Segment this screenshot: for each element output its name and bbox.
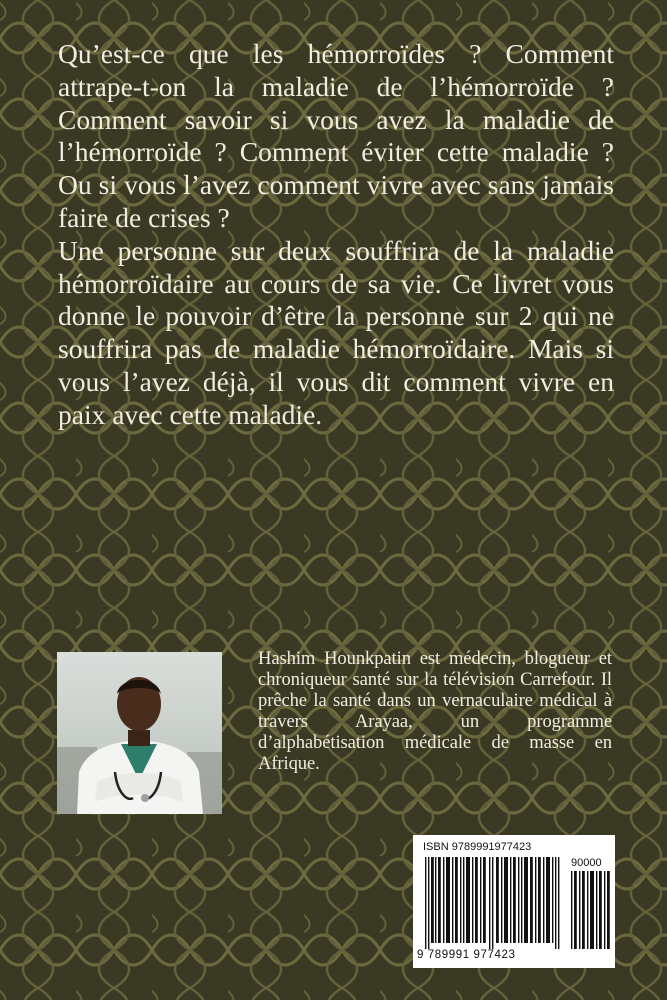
author-bio: Hashim Hounkpatin est médecin, blogueur et chroniqueur santé sur la télévision Carrefour. Il prêche la santé dans un vernaculaire médical à travers Arayaa, un programme d’alphabétisation médicale de masse en Afrique. [258, 648, 612, 774]
isbn-digits: 9 789991 977423 [417, 949, 516, 961]
isbn-barcode [413, 835, 615, 968]
description-text [58, 38, 614, 432]
isbn-label: ISBN 9789991977423 [423, 841, 532, 853]
author-photo [57, 652, 222, 814]
description-paragraph-1: Qu’est-ce que les hémorroïdes ? Comment attrape-t-on la maladie de l’hémorroïde ? Comment savoir si vous avez la maladie de l’hémorroïde ? Comment éviter cette maladie ? Ou si vous l’avez comment vivre avec sans jamais faire de crises ? [58, 38, 614, 233]
price-code: 90000 [571, 857, 602, 869]
description-paragraph-2: Une personne sur deux souffrira de la maladie hémorroïdaire au cours de sa vie. Ce livret vous donne le pouvoir d’être la personne sur 2 qui ne souffrira pas de maladie hémorroïdaire. Mais si vous l’avez déjà, il vous dit comment vivre en paix avec cette maladie. [58, 234, 614, 430]
barcode-bars [425, 857, 565, 949]
barcode-addon-bars [571, 871, 611, 949]
